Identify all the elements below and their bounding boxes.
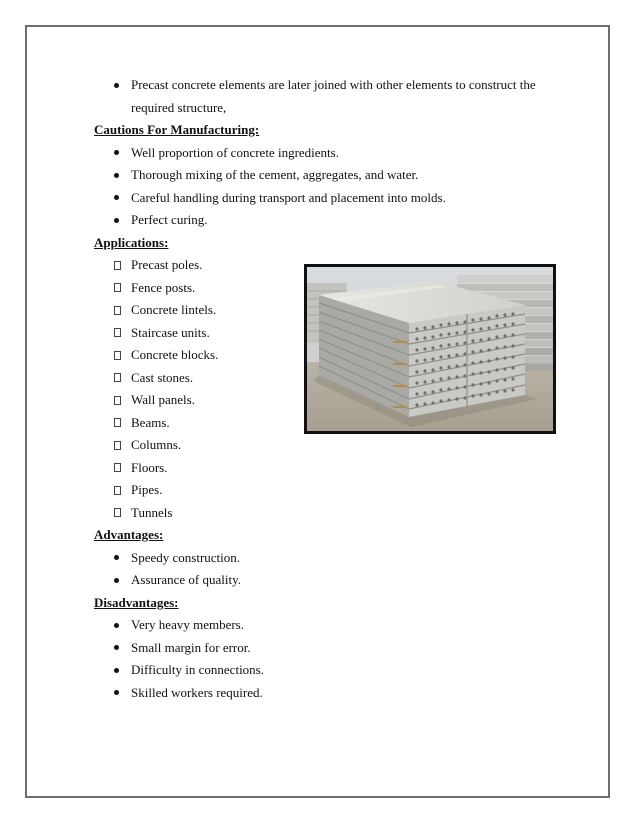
list-item-text: required structure, [131, 99, 227, 115]
box-bullet-icon [114, 457, 126, 480]
list-item-text: Precast poles. [131, 257, 203, 272]
box-bullet-icon [114, 277, 126, 300]
list-item [94, 502, 574, 525]
box-bullet-icon [114, 367, 126, 390]
bullet-icon [114, 637, 126, 660]
list-item [94, 614, 574, 637]
bullet-icon [114, 142, 126, 165]
list-item-text: Precast concrete elements are later joined with other elements to construct the [131, 77, 536, 92]
bullet-icon [114, 614, 126, 637]
bullet-icon [114, 187, 126, 210]
bullet-icon [114, 569, 126, 592]
list-item-text: Assurance of quality. [131, 572, 241, 587]
section-heading-applications: Applications: [94, 234, 169, 250]
list-item-text: Difficulty in connections. [131, 662, 264, 677]
list-item-text: Speedy construction. [131, 549, 241, 565]
list-item-text: Skilled workers required. [131, 684, 263, 700]
list-item [94, 142, 574, 165]
bullet-icon [114, 164, 126, 187]
box-bullet-icon [114, 322, 126, 345]
precast-slabs-photo [304, 264, 556, 434]
list-item-text: Fence posts. [131, 279, 196, 295]
list-item-text: Careful handling during transport and placement into molds. [131, 189, 446, 205]
box-bullet-icon [114, 434, 126, 457]
box-bullet-icon [114, 479, 126, 502]
box-bullet-icon [114, 502, 126, 525]
list-item-text: Cast stones. [131, 369, 194, 385]
list-item-text: Concrete blocks. [131, 347, 219, 362]
list-item-text: Columns. [131, 437, 182, 452]
box-bullet-icon [114, 412, 126, 435]
list-item [94, 187, 574, 210]
section-heading-disadvantages: Disadvantages: [94, 594, 179, 610]
list-item [94, 479, 574, 502]
section-heading-cautions: Cautions For Manufacturing: [94, 122, 260, 137]
list-item-text: Tunnels [131, 504, 173, 520]
list-item-continuation [94, 97, 574, 120]
list-item-text: Thorough mixing of the cement, aggregates, and water. [131, 167, 419, 182]
bullet-icon [114, 209, 126, 232]
list-item [94, 74, 574, 97]
box-bullet-icon [114, 299, 126, 322]
bullet-icon [114, 547, 126, 570]
box-bullet-icon [114, 344, 126, 367]
list-item-text: Floors. [131, 459, 168, 475]
list-item [94, 637, 574, 660]
list-item-text: Staircase units. [131, 324, 210, 340]
list-item-text: Very heavy members. [131, 617, 244, 632]
list-item-text: Well proportion of concrete ingredients. [131, 144, 339, 160]
list-item [94, 457, 574, 480]
list-item-text: Perfect curing. [131, 212, 208, 227]
box-bullet-icon [114, 254, 126, 277]
list-item [94, 209, 574, 232]
list-item [94, 434, 574, 457]
box-bullet-icon [114, 389, 126, 412]
bullet-icon [114, 682, 126, 705]
bullet-icon [114, 659, 126, 682]
list-item-text: Pipes. [131, 482, 163, 497]
list-item-text: Beams. [131, 414, 170, 430]
list-item-text: Concrete lintels. [131, 302, 217, 317]
list-item [94, 659, 574, 682]
list-item [94, 569, 574, 592]
list-item [94, 682, 574, 705]
list-item-text: Wall panels. [131, 392, 195, 407]
list-item-text: Small margin for error. [131, 639, 251, 655]
bullet-icon [114, 74, 126, 97]
section-heading-advantages: Advantages: [94, 527, 164, 542]
list-item [94, 547, 574, 570]
list-item [94, 164, 574, 187]
